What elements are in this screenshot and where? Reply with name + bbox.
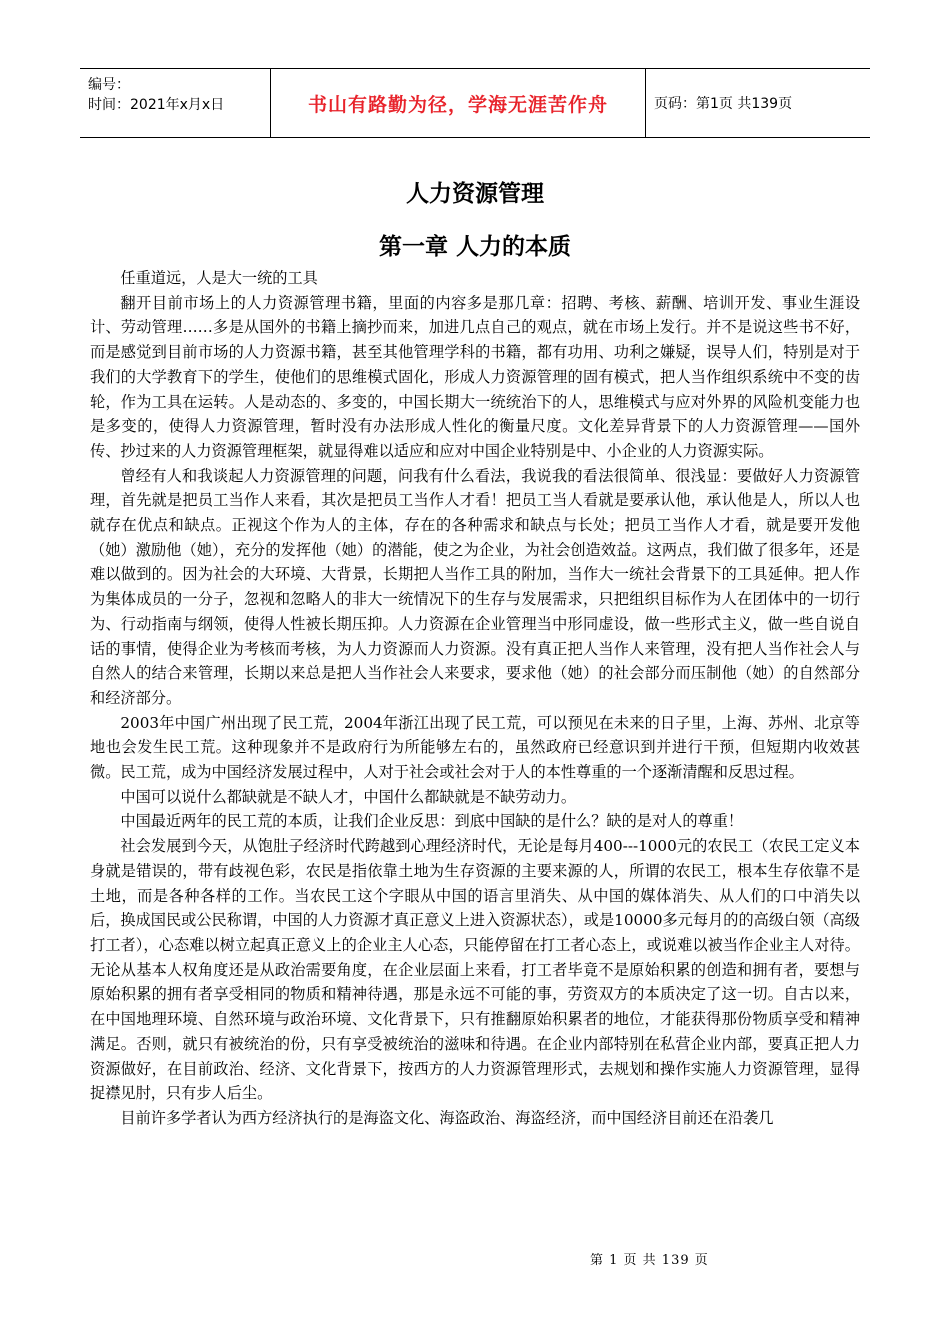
doc-time-label: 时间：2021年x月x日 [88, 97, 225, 113]
paragraph: 翻开目前市场上的人力资源管理书籍，里面的内容多是那几章：招聘、考核、薪酬、培训开发、事业生涯设计、劳动管理……多是从国外的书籍上摘抄而来，加进几点自己的观点，就在市场上发行。并不是说这些书不好，而是感觉到目前市场的人力资源书籍，甚至其他管理学科的书籍，都有功用、功利之嫌疑，误导人们，特别是对于我们的大学教育下的学生，使他们的思维模式固化，形成人力资源管理的固有模式，把人当作组织系统中不变的齿轮，作为工具在运转。人是动态的、多变的，中国长期大一统统治下的人，思维模式与应对外界的风险机变能力也是多变的，使得人力资源管理，暂时没有办法形成人性化的衡量尺度。文化差异背景下的人力资源管理——国外传、抄过来的人力资源管理框架，就显得难以适应和应对中国企业特别是中、小企业的人力资源实际。 [90, 293, 860, 460]
chapter-title: 第一章 人力的本质 [378, 234, 571, 260]
paragraph: 中国最近两年的民工荒的本质，让我们企业反思：到底中国缺的是什么？缺的是对人的尊重！ [120, 812, 744, 831]
paragraph: 社会发展到今天，从饱肚子经济时代跨越到心理经济时代，无论是每月400---1000元的农民工（农民工定义本身就是错误的，带有歧视色彩，农民是指依靠土地为生存资源的主要来源的人，所谓的农民工，根本生存依靠不是土地，而是各种各样的工作。当农民工这个字眼从中国的语言里消失、从中国的媒体消失、从人们的口中消失以后，换成国民或公民称谓，中国的人力资源才真正意义上进入资源状态），或是10000多元每月的的高级白领（高级打工者），心态难以树立起真正意义上的企业主人心态，只能停留在打工者心态上，或说难以被当作企业主人对待。无论从基本人权角度还是从政治需要角度，在企业层面上来看，打工者毕竟不是原始积累的创造和拥有者，要想与原始积累的拥有者享受相同的物质和精神待遇，那是永远不可能的事，劳资双方的本质决定了这一切。自古以来，在中国地理环境、自然环境与政治环境、文化背景下，只有推翻原始积累者的地位，才能获得那份物质享受和精神满足。否则，就只有被统治的份，只有享受被统治的滋味和待遇。在企业内部特别在私营企业内部，要真正把人力资源做好，在目前政治、经济、文化背景下，按西方的人力资源管理形式，去规划和操作实施人力资源管理，显得捉襟见肘，只有步人后尘。 [90, 837, 860, 1103]
document-body [90, 266, 860, 1131]
header-motto-cell [270, 69, 646, 137]
paragraph: 2003年中国广州出现了民工荒，2004年浙江出现了民工荒，可以预见在未来的日子里，上海、苏州、北京等地也会发生民工荒。这种现象并不是政府行为所能够左右的，虽然政府已经意识到并进行干预，但短期内收效甚微。民工荒，成为中国经济发展过程中，人对于社会或社会对于人的本性尊重的一个逐渐清醒和反思过程。 [90, 713, 860, 782]
document-title: 人力资源管理 [406, 181, 544, 207]
header-meta [80, 69, 270, 137]
paragraph: 任重道远，人是大一统的工具 [120, 269, 318, 287]
header-motto: 书山有路勤为径，学海无涯苦作舟 [307, 93, 608, 116]
page-header [80, 68, 870, 138]
paragraph: 目前许多学者认为西方经济执行的是海盗文化、海盗政治、海盗经济，而中国经济目前还在沿袭几 [120, 1108, 774, 1127]
paragraph: 曾经有人和我谈起人力资源管理的问题，问我有什么看法，我说我的看法很简单、很浅显：要做好人力资源管理，首先就是把员工当作人来看，其次是把员工当作人才看！把员工当人看就是要承认他，承认他是人，所以人也就存在优点和缺点。正视这个作为人的主体，存在的各种需求和缺点与长处；把员工当作人才看，就是要开发他（她）激励他（她），充分的发挥他（她）的潜能，使之为企业，为社会创造效益。这两点，我们做了很多年，还是难以做到的。因为社会的大环境、大背景，长期把人当作工具的附加，当作大一统社会背景下的工具延伸。把人作为集体成员的一分子，忽视和忽略人的非大一统情况下的生存与发展需求，只把组织目标作为人在团体中的一切行为、行动指南与纲领，使得人性被长期压抑。人力资源在企业管理当中形同虚设，做一些形式主义，做一些自说自话的事情，使得企业为考核而考核，为人力资源而人力资源。没有真正把人当作人来管理，没有把人当作社会人与自然人的结合来管理，长期以来总是把人当作社会人来要求，要求他（她）的社会部分而压制他（她）的自然部分和经济部分。 [90, 466, 860, 707]
page-footer: 第 1 页 共 139 页 [590, 1253, 709, 1268]
header-page-info-cell [646, 69, 870, 137]
doc-number-label: 编号： [88, 77, 130, 93]
paragraph: 中国可以说什么都缺就是不缺人才，中国什么都缺就是不缺劳动力。 [120, 787, 577, 806]
header-page-info: 页码：第1页 共139页 [654, 96, 793, 112]
